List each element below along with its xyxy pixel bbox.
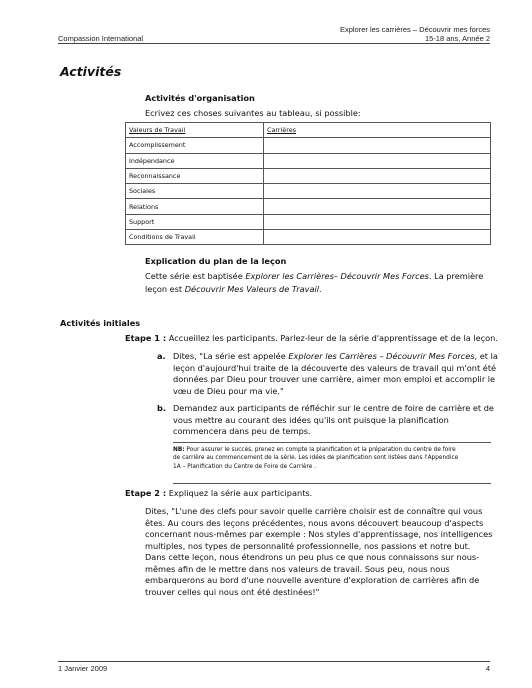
- table-row: [126, 153, 491, 168]
- nb-line-3: 1A – Planification du Centre de Foire de Carrière .: [173, 463, 317, 470]
- nb-line-2: de carrière au commencement de la série. Les idées de planification sont listées dans l'Appendice: [173, 455, 459, 462]
- table-row: [126, 138, 491, 153]
- explication-text: .: [319, 284, 322, 294]
- quote-line: trouver celles qui nous ont été destinées!": [145, 586, 320, 597]
- footer-date: 1 Janvier 2009: [58, 664, 108, 673]
- lesson-title: Découvrir Mes Valeurs de Travail: [184, 284, 320, 294]
- section-title-activites: Activités: [60, 64, 122, 79]
- org-heading: Activités d'organisation: [145, 93, 255, 103]
- nb-line-1: [173, 446, 491, 454]
- item-b-line-2: vous mettre au courant des idées qu'ils ont puisque la planification: [173, 414, 449, 425]
- header-title: Explorer les carrières – Découvrir mes forces: [339, 25, 490, 34]
- table-cell-value: Accomplissement: [126, 138, 264, 153]
- series-title: Explorer les Carrières– Découvrir Mes Forces: [245, 271, 429, 281]
- item-a-line-3: données par Dieu pour trouver une carrière, aimer mon emploi et accomplir le: [173, 374, 496, 384]
- table-cell-empty: [264, 214, 491, 229]
- table-cell-value: Indépendance: [126, 153, 264, 168]
- table-cell-value: Reconnaissance: [126, 168, 264, 183]
- item-b-line-3: commencera dans peu de temps.: [173, 426, 311, 436]
- table-cell-empty: [264, 138, 491, 153]
- quote-line: Dites, "L'une des clefs pour savoir quelle carrière choisir est de connaître qui vous: [145, 506, 483, 516]
- etape-2-text: Expliquez la série aux participants.: [168, 488, 313, 498]
- item-a-text: [173, 351, 498, 397]
- explication-text: . La première: [428, 271, 484, 281]
- explication-line-2: [145, 284, 322, 296]
- quote-line: mêmes afin de le mettre dans nos valeurs de travail. Sous peu, nous nous: [145, 563, 450, 574]
- table-cell-empty: [264, 199, 491, 214]
- item-a-text-part: Dites, "La série est appelée: [173, 351, 289, 361]
- table-cell-empty: [264, 153, 491, 168]
- table-cell-empty: [264, 184, 491, 199]
- etape-2-quote: [145, 506, 492, 598]
- col-header-valeurs: Valeurs de Travail: [126, 123, 264, 138]
- item-a-text-part: , et la: [474, 351, 498, 361]
- table-row: [126, 168, 491, 183]
- explication-text: leçon est: [145, 284, 185, 294]
- nb-label: NB:: [173, 447, 185, 453]
- header-rule: [58, 43, 490, 44]
- table-cell-empty: [264, 168, 491, 183]
- item-a-label: a.: [157, 351, 166, 361]
- quote-line: Dans cette leçon, nous étendrons un peu plus ce que nous connaissons sur nous-: [145, 552, 480, 562]
- quote-line: concernant nous-mêmes par exemple : Nos styles d'apprentissage, nos intelligences: [145, 529, 493, 539]
- etape-1: [125, 333, 498, 345]
- header-org: Compassion International: [58, 34, 144, 43]
- table-cell-empty: [264, 230, 491, 245]
- table-header-row: [126, 123, 491, 138]
- table-cell-value: Support: [126, 214, 264, 229]
- item-a-series-title: Explorer les Carrières – Découvrir Mes Forces: [288, 351, 475, 361]
- table-row: [126, 199, 491, 214]
- item-a-line-2: leçon d'aujourd'hui traite de la découverte des valeurs de travail qui m'ont été: [173, 362, 497, 373]
- initiales-heading: Activités initiales: [60, 318, 141, 328]
- col-header-carrieres: Carrières: [264, 123, 491, 138]
- etape-1-text: Accueillez les participants. Parlez-leur de la série d'apprentissage et de la leçon.: [168, 333, 498, 343]
- item-b-text: [173, 403, 494, 438]
- org-instruction: Ecrivez ces choses suivantes au tableau, si possible:: [145, 108, 361, 118]
- explication-text: Cette série est baptisée: [145, 271, 246, 281]
- item-a-line-1: [173, 351, 498, 363]
- quote-line: êtes. Au cours des leçons précédentes, nous avons découvert beaucoup d'aspects: [145, 517, 484, 528]
- etape-2-label: Etape 2 :: [125, 488, 167, 498]
- page-number: 4: [485, 664, 490, 673]
- quote-line: multiples, nos types de personnalité professionnelle, nos passions et notre but.: [145, 540, 471, 551]
- table-row: [126, 230, 491, 245]
- footer-rule: [58, 661, 490, 662]
- table-cell-value: Relations: [126, 199, 264, 214]
- item-b-line-1: Demandez aux participants de réfléchir sur le centre de foire de carrière et de: [173, 403, 494, 413]
- header-subtitle: 15-18 ans, Année 2: [424, 34, 490, 43]
- explication-heading: Explication du plan de la leçon: [145, 256, 287, 266]
- item-b-label: b.: [157, 403, 166, 413]
- etape-1-label: Etape 1 :: [125, 333, 167, 343]
- nb-note-text: [173, 443, 491, 471]
- nb-text-part: Pour assurer le succès, prenez en compte la planification et la préparation du centre de foire: [184, 447, 456, 453]
- nb-note-box: [173, 442, 491, 484]
- item-a-line-4: vœu de Dieu pour ma vie.": [173, 385, 284, 396]
- etape-2: [125, 488, 312, 500]
- table-cell-value: Sociales: [126, 184, 264, 199]
- explication-line-1: [145, 271, 483, 283]
- table-row: [126, 184, 491, 199]
- table-cell-value: Conditions de Travail: [126, 230, 264, 245]
- table-row: [126, 214, 491, 229]
- work-values-table: [125, 122, 491, 245]
- quote-line: embarquerons au bord d'une nouvelle aventure d'exploration de carrières afin de: [145, 575, 480, 585]
